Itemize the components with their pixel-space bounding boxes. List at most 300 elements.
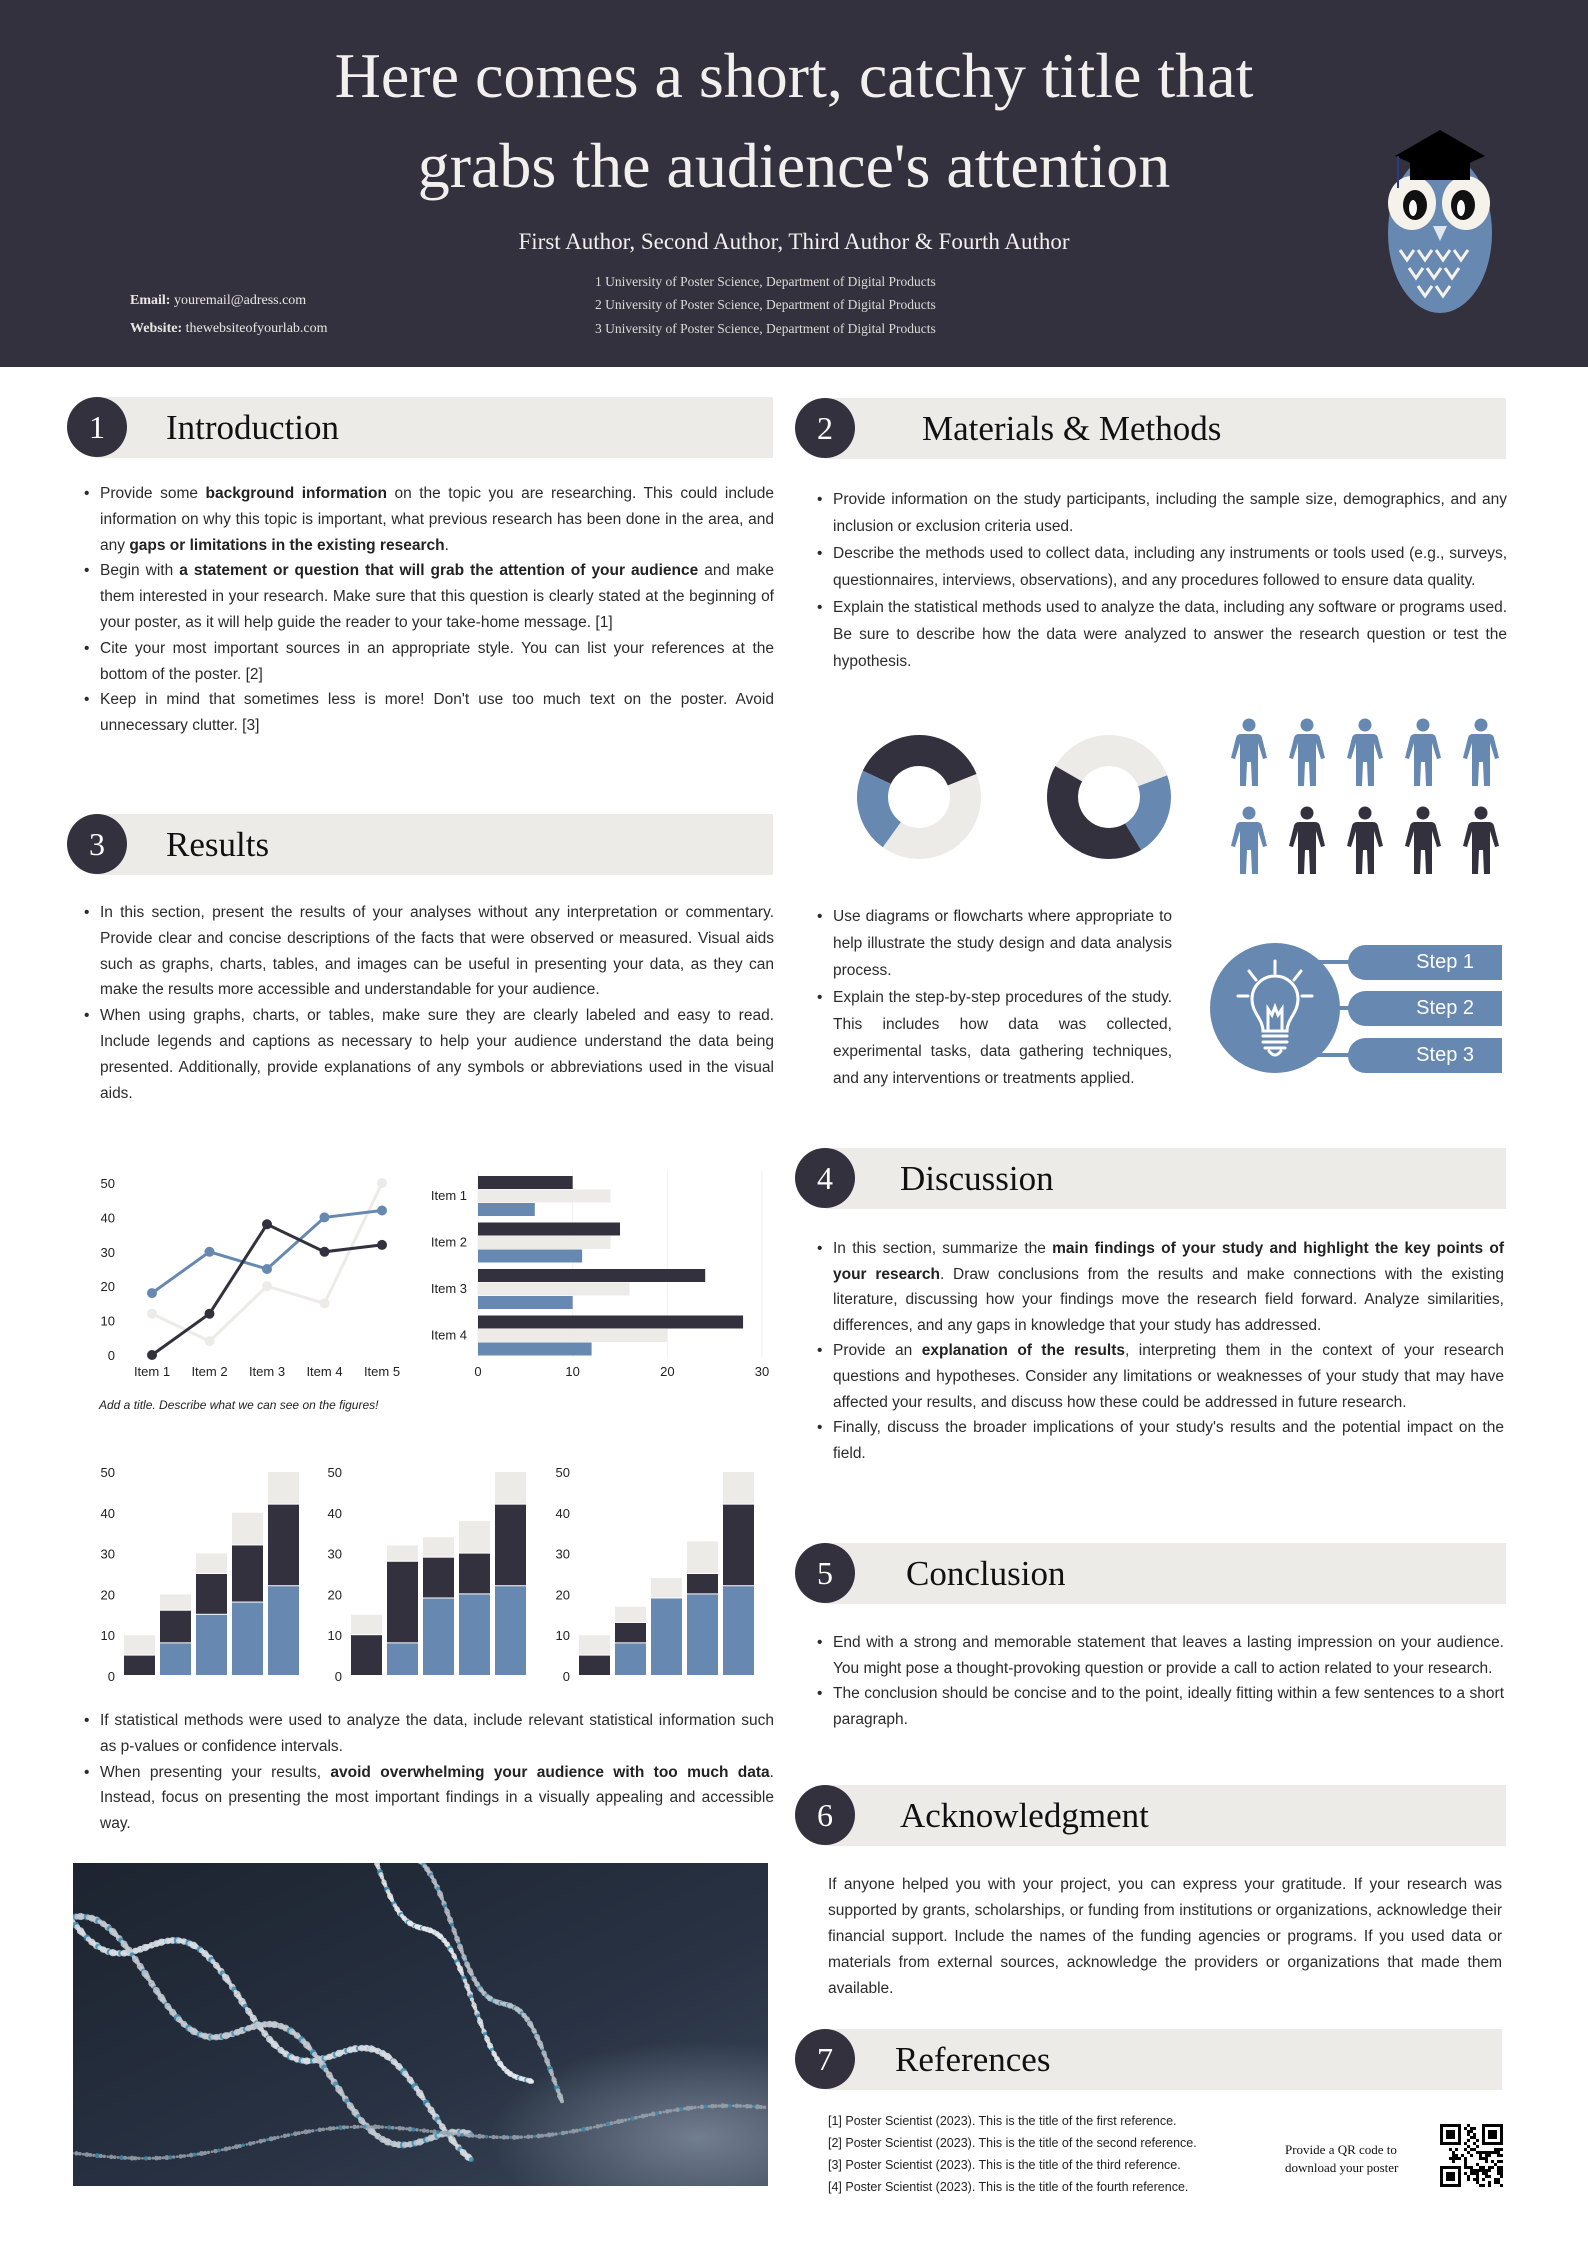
helix-bead bbox=[526, 2135, 530, 2139]
qr-module bbox=[1500, 2175, 1503, 2178]
section-number-badge: 2 bbox=[795, 398, 855, 458]
x-tick-label: 20 bbox=[660, 1364, 675, 1379]
methods-text bbox=[815, 486, 1507, 675]
email-label: Email: bbox=[130, 293, 171, 308]
helix-bead bbox=[426, 2129, 430, 2133]
helix-bead bbox=[489, 2136, 492, 2139]
qr-module bbox=[1482, 2172, 1485, 2175]
y-tick-label: 10 bbox=[327, 1628, 342, 1644]
helix-bead bbox=[315, 2129, 318, 2132]
helix-bead bbox=[290, 2133, 293, 2136]
helix-bead bbox=[245, 2143, 248, 2146]
helix-bead bbox=[464, 2134, 467, 2137]
section-title-acknowledgment: Acknowledgment bbox=[900, 1796, 1149, 1835]
helix-bead bbox=[148, 2156, 152, 2160]
section-number-badge: 7 bbox=[795, 2029, 855, 2089]
helix-bead bbox=[491, 2135, 495, 2139]
qr-module bbox=[1464, 2160, 1467, 2163]
text-segment: Use diagrams or flowcharts where appropriate to help illustrate the study design and data analysis process. bbox=[833, 908, 1172, 979]
text-segment: Keep in mind that sometimes less is more! Don't use too much text on the poster. Avoid unnecessary clutter. [3] bbox=[100, 691, 774, 735]
qr-finder bbox=[1446, 2130, 1455, 2139]
stacked-bar-segment bbox=[459, 1521, 490, 1553]
poster-header bbox=[0, 0, 1588, 367]
qr-module bbox=[1476, 2145, 1479, 2148]
y-tick-label: 30 bbox=[100, 1244, 115, 1260]
qr-module bbox=[1467, 2145, 1470, 2148]
section-number-badge: 5 bbox=[795, 1543, 855, 1603]
helix-bead bbox=[342, 2125, 346, 2129]
qr-module bbox=[1476, 2139, 1479, 2142]
stacked-bar-segment bbox=[160, 1611, 191, 1643]
stacked-bar-segment bbox=[651, 1598, 682, 1675]
stacked-bar-segment bbox=[160, 1643, 191, 1675]
section-title-methods: Materials & Methods bbox=[922, 409, 1222, 448]
helix-bead bbox=[673, 2109, 676, 2112]
owl-mascot-icon bbox=[1360, 108, 1530, 313]
person-icon bbox=[1462, 806, 1500, 876]
poster-title-line2: grabs the audience's attention bbox=[417, 130, 1171, 201]
results-text-2 bbox=[82, 1708, 774, 1837]
helix-bead bbox=[415, 2128, 418, 2131]
helix-bead bbox=[679, 2107, 683, 2111]
bar bbox=[478, 1316, 743, 1329]
bold-text: a statement or question that will grab the attention of your audience bbox=[179, 562, 699, 580]
qr-module bbox=[1482, 2169, 1485, 2172]
bar bbox=[478, 1203, 535, 1216]
figure-caption: Add a title. Describe what we can see on the figures! bbox=[99, 1398, 379, 1412]
helix-bead bbox=[456, 2132, 460, 2136]
qr-module bbox=[1467, 2166, 1470, 2169]
qr-code-icon[interactable] bbox=[1440, 2124, 1503, 2187]
helix-bead bbox=[593, 2126, 596, 2129]
dna-helix-image bbox=[73, 1863, 768, 2186]
helix-bead bbox=[78, 2152, 82, 2156]
helix-bead bbox=[530, 2135, 534, 2139]
text-segment: Cite your most important sources in an appropriate style. You can list your references at the bottom of the poster. [2] bbox=[100, 639, 774, 683]
qr-module bbox=[1464, 2142, 1467, 2145]
stacked-bar-segment bbox=[495, 1505, 526, 1586]
helix-bead bbox=[495, 2135, 499, 2139]
helix-bead bbox=[238, 2144, 242, 2148]
website-link[interactable]: thewebsiteofyourlab.com bbox=[185, 321, 328, 336]
qr-module bbox=[1491, 2160, 1494, 2163]
text-segment: Finally, discuss the broader implications of your study's results and the potential impact on the field. bbox=[833, 1419, 1504, 1462]
helix-bead bbox=[714, 2104, 718, 2108]
affiliation: 3 University of Poster Science, Department of Digital Products bbox=[595, 321, 936, 336]
section-number-badge: 4 bbox=[795, 1148, 855, 1208]
helix-bead bbox=[554, 2132, 557, 2135]
qr-module bbox=[1479, 2184, 1482, 2187]
helix-bead bbox=[603, 2123, 606, 2126]
qr-finder bbox=[1446, 2172, 1455, 2181]
qr-module bbox=[1491, 2166, 1494, 2169]
helix-bead bbox=[697, 2106, 700, 2109]
person-icon bbox=[1346, 806, 1384, 876]
helix-bead bbox=[144, 2156, 148, 2160]
helix-bead bbox=[575, 2129, 579, 2133]
participants-pictogram bbox=[1230, 718, 1505, 878]
qr-module bbox=[1494, 2178, 1497, 2181]
x-tick-label: Item 2 bbox=[191, 1364, 228, 1379]
bullet-item bbox=[815, 1415, 1504, 1466]
helix-bead bbox=[429, 2130, 432, 2133]
stacked-bar-segment bbox=[423, 1537, 454, 1556]
helix-bead bbox=[446, 2131, 450, 2135]
helix-bead bbox=[669, 2109, 673, 2113]
helix-bead bbox=[99, 2154, 103, 2158]
discussion-text bbox=[815, 1236, 1504, 1466]
helix-bead bbox=[280, 2135, 283, 2138]
stacked-bar-segment bbox=[723, 1472, 754, 1504]
website-label: Website: bbox=[130, 321, 183, 336]
qr-module bbox=[1470, 2127, 1473, 2130]
helix-bead bbox=[469, 2157, 474, 2162]
helix-bead bbox=[113, 2155, 117, 2159]
qr-module bbox=[1482, 2151, 1485, 2154]
donut-slice bbox=[883, 774, 981, 859]
results-text bbox=[82, 900, 774, 1106]
qr-module bbox=[1485, 2154, 1488, 2157]
qr-module bbox=[1494, 2148, 1497, 2151]
helix-bead bbox=[558, 2132, 561, 2135]
bar bbox=[478, 1250, 582, 1263]
x-tick-label: Item 1 bbox=[133, 1364, 171, 1379]
helix-bead bbox=[123, 2156, 127, 2160]
qr-module bbox=[1491, 2151, 1494, 2154]
y-tick-label: 50 bbox=[100, 1176, 115, 1191]
step-1-box: Step 1 bbox=[1348, 945, 1502, 980]
qr-module bbox=[1473, 2148, 1476, 2151]
qr-module bbox=[1464, 2172, 1467, 2175]
qr-module bbox=[1482, 2166, 1485, 2169]
bar bbox=[478, 1269, 705, 1282]
helix-bead bbox=[485, 2135, 488, 2138]
helix-bead bbox=[207, 2151, 210, 2154]
helix-bead bbox=[505, 2135, 509, 2139]
stacked-bar-segment bbox=[687, 1574, 718, 1593]
qr-module bbox=[1467, 2175, 1470, 2178]
helix-bead bbox=[436, 2130, 440, 2134]
qr-module bbox=[1467, 2178, 1470, 2181]
qr-module bbox=[1473, 2127, 1476, 2130]
helix-bead bbox=[221, 2148, 224, 2151]
bullet-item bbox=[815, 540, 1507, 594]
text-segment: In this section, present the results of your analyses without any interpretation or commentary. Provide clear and concise descriptions of the facts that were observed or measured. Visual aids such as graphs, charts, tables, and images can be useful in presenting your data, as they can make the results more accessible and understandable for your audience. bbox=[100, 904, 774, 999]
donut-slice bbox=[863, 735, 977, 785]
stacked-bar-segment bbox=[579, 1635, 610, 1654]
section-title-references: References bbox=[895, 2040, 1051, 2079]
helix-bead bbox=[366, 2125, 370, 2129]
stacked-bar-segment bbox=[723, 1505, 754, 1586]
qr-module bbox=[1455, 2154, 1458, 2157]
qr-module bbox=[1476, 2172, 1479, 2175]
helix-bead bbox=[630, 2116, 634, 2120]
qr-module bbox=[1479, 2169, 1482, 2172]
helix-bead bbox=[550, 2132, 554, 2136]
qr-module bbox=[1476, 2169, 1479, 2172]
helix-bead bbox=[211, 2150, 214, 2153]
data-point bbox=[377, 1206, 387, 1216]
text-segment: In this section, summarize the bbox=[833, 1240, 1053, 1257]
helix-bead bbox=[311, 2129, 314, 2132]
qr-module bbox=[1497, 2154, 1500, 2157]
helix-bead bbox=[419, 2129, 422, 2132]
helix-bead bbox=[734, 2104, 738, 2108]
qr-module bbox=[1488, 2169, 1491, 2172]
qr-module bbox=[1494, 2151, 1497, 2154]
text-segment: Explain the step-by-step procedures of the study. This includes how data was collected, experimental tasks, data gathering techniques, and any interventions or treatments applied. bbox=[833, 989, 1172, 1087]
qr-module bbox=[1470, 2172, 1473, 2175]
helix-bead bbox=[520, 2135, 523, 2138]
qr-module bbox=[1497, 2148, 1500, 2151]
donut-slice bbox=[1055, 735, 1167, 786]
helix-bead bbox=[662, 2111, 665, 2114]
text-segment: on the topic you are researching. This could include information on why this topic is important, what previous research has been done in the area, and any bbox=[100, 485, 775, 554]
helix-bead bbox=[655, 2111, 659, 2115]
helix-bead bbox=[117, 2156, 120, 2159]
helix-bead bbox=[158, 2156, 162, 2160]
bullet-item bbox=[82, 481, 774, 558]
qr-module bbox=[1488, 2166, 1491, 2169]
person-icon bbox=[1288, 806, 1326, 876]
bullet-item bbox=[815, 1338, 1504, 1415]
data-point bbox=[205, 1247, 215, 1257]
stacked-bar-segment bbox=[232, 1603, 263, 1675]
y-tick-label: 20 bbox=[100, 1587, 115, 1603]
helix-bead bbox=[360, 2125, 363, 2128]
helix-bead bbox=[387, 2125, 391, 2129]
qr-module bbox=[1470, 2148, 1473, 2151]
qr-module bbox=[1464, 2127, 1467, 2130]
qr-module bbox=[1497, 2181, 1500, 2184]
y-category-label: Item 2 bbox=[430, 1234, 467, 1250]
bullet-item bbox=[815, 1236, 1504, 1338]
helix-bead bbox=[186, 2154, 189, 2157]
helix-bead bbox=[624, 2118, 627, 2121]
helix-bead bbox=[530, 2080, 534, 2084]
image-glow bbox=[73, 1863, 768, 2186]
stacked-bar-segment bbox=[268, 1472, 299, 1504]
qr-module bbox=[1485, 2169, 1488, 2172]
line-series bbox=[152, 1224, 382, 1355]
stacked-bar-segment bbox=[351, 1635, 382, 1675]
email-line bbox=[130, 293, 306, 309]
qr-module bbox=[1497, 2166, 1500, 2169]
person-icon bbox=[1230, 806, 1268, 876]
bullet-item bbox=[82, 687, 774, 739]
bar bbox=[478, 1190, 611, 1203]
text-segment: Provide some bbox=[100, 485, 206, 502]
helix-bead bbox=[213, 2149, 217, 2153]
text-segment: Provide an bbox=[833, 1342, 922, 1360]
x-tick-label: 10 bbox=[565, 1364, 580, 1379]
qr-module bbox=[1485, 2151, 1488, 2154]
email-link[interactable]: youremail@adress.com bbox=[173, 293, 307, 308]
text-segment: The conclusion should be concise and to the point, ideally fitting within a few sentences to a short paragraph. bbox=[833, 1685, 1504, 1728]
donut-slice bbox=[1047, 766, 1141, 859]
qr-module bbox=[1500, 2169, 1503, 2172]
y-tick-label: 30 bbox=[327, 1546, 342, 1562]
stacked-bar-segment bbox=[351, 1615, 382, 1634]
qr-module bbox=[1497, 2151, 1500, 2154]
helix-bead bbox=[178, 2154, 182, 2158]
helix-bead bbox=[460, 2133, 464, 2137]
helix-bead bbox=[321, 2128, 325, 2132]
bullet-list bbox=[815, 486, 1507, 675]
stacked-bar-segment bbox=[495, 1586, 526, 1675]
qr-module bbox=[1500, 2166, 1503, 2169]
bar bbox=[478, 1329, 667, 1342]
bullet-item bbox=[82, 1003, 774, 1106]
bar bbox=[478, 1343, 592, 1356]
qr-caption-line: Provide a QR code to bbox=[1285, 2142, 1397, 2157]
qr-module bbox=[1473, 2133, 1476, 2136]
helix-bead bbox=[589, 2126, 592, 2129]
stacked-bar-segment bbox=[615, 1607, 646, 1622]
helix-bead bbox=[540, 2134, 544, 2138]
text-segment: . Instead, focus on presenting the most important findings in a visually appealing and accessible way. bbox=[100, 1763, 774, 1833]
qr-module bbox=[1488, 2151, 1491, 2154]
line-series bbox=[152, 1183, 382, 1341]
qr-module bbox=[1479, 2151, 1482, 2154]
qr-module bbox=[1473, 2136, 1476, 2139]
qr-module bbox=[1476, 2163, 1479, 2166]
stacked-bar-segment bbox=[196, 1615, 227, 1675]
y-tick-label: 30 bbox=[100, 1546, 115, 1562]
helix-bead bbox=[137, 2157, 140, 2160]
reference-item: [3] Poster Scientist (2023). This is the title of the third reference. bbox=[828, 2158, 1181, 2172]
x-tick-label: Item 3 bbox=[248, 1364, 286, 1379]
qr-module bbox=[1500, 2184, 1503, 2187]
qr-module bbox=[1470, 2169, 1473, 2172]
qr-module bbox=[1476, 2175, 1479, 2178]
helix-bead bbox=[227, 2146, 231, 2150]
helix-bead bbox=[168, 2155, 172, 2159]
helix-bead bbox=[325, 2127, 328, 2130]
conclusion-text bbox=[815, 1630, 1504, 1732]
bold-text: explanation of the results bbox=[921, 1342, 1125, 1360]
helix-bead bbox=[742, 2105, 745, 2108]
qr-module bbox=[1488, 2184, 1491, 2187]
authors: First Author, Second Author, Third Author & Fourth Author bbox=[518, 229, 1070, 254]
section-number-badge: 3 bbox=[67, 814, 127, 874]
bold-text: main findings of your study and highlight the key points of your research bbox=[833, 1240, 1504, 1283]
stacked-bar-segment bbox=[579, 1656, 610, 1675]
helix-bead bbox=[384, 2126, 387, 2129]
helix-bead bbox=[272, 2136, 276, 2140]
x-tick-label: Item 5 bbox=[363, 1364, 401, 1379]
data-point bbox=[147, 1288, 157, 1298]
qr-module bbox=[1467, 2151, 1470, 2154]
helix-bead bbox=[565, 2131, 569, 2135]
bullet-list bbox=[82, 900, 774, 1106]
helix-bead bbox=[638, 2115, 641, 2118]
qr-module bbox=[1494, 2181, 1497, 2184]
y-tick-label: 40 bbox=[100, 1210, 115, 1226]
bullet-item bbox=[815, 903, 1172, 984]
qr-module bbox=[1497, 2172, 1500, 2175]
text-segment: If statistical methods were used to analyze the data, include relevant statistical information such as p-values or confidence intervals. bbox=[100, 1712, 774, 1755]
helix-bead bbox=[724, 2104, 728, 2108]
y-tick-label: 40 bbox=[100, 1505, 115, 1521]
stacked-bar-segment bbox=[615, 1623, 646, 1642]
helix-bead bbox=[628, 2118, 631, 2121]
bullet-item bbox=[815, 1630, 1504, 1681]
helix-bead bbox=[401, 2127, 405, 2131]
bullet-item bbox=[82, 636, 774, 688]
data-point bbox=[147, 1309, 157, 1319]
person-icon bbox=[1230, 718, 1268, 788]
qr-module bbox=[1452, 2160, 1455, 2163]
text-segment: . bbox=[444, 536, 449, 554]
y-tick-label: 0 bbox=[107, 1348, 115, 1363]
helix-bead bbox=[516, 2135, 520, 2139]
qr-module bbox=[1473, 2172, 1476, 2175]
text-segment: Provide information on the study participants, including the sample size, demographics, and any inclusion or exclusion criteria used. bbox=[833, 491, 1507, 535]
person-icon bbox=[1346, 718, 1384, 788]
donut-slice bbox=[1125, 775, 1171, 850]
qr-module bbox=[1467, 2139, 1470, 2142]
section-title-results: Results bbox=[166, 825, 270, 864]
section-title-discussion: Discussion bbox=[900, 1159, 1054, 1198]
helix-bead bbox=[252, 2141, 256, 2145]
helix-bead bbox=[88, 2153, 92, 2157]
helix-bead bbox=[560, 2099, 564, 2103]
qr-module bbox=[1482, 2184, 1485, 2187]
qr-module bbox=[1455, 2157, 1458, 2160]
helix-bead bbox=[356, 2125, 360, 2129]
helix-bead bbox=[176, 2155, 179, 2158]
x-tick-label: 30 bbox=[754, 1364, 770, 1379]
bullet-item bbox=[815, 486, 1507, 540]
qr-module bbox=[1461, 2154, 1464, 2157]
helix-bead bbox=[248, 2141, 252, 2145]
text-segment: and make them interested in your research. Make sure that this question is clearly stated at the beginning of your poster, as it will help guide the reader to your take-home message. [1] bbox=[100, 562, 775, 631]
affiliation: 2 University of Poster Science, Department of Digital Products bbox=[595, 297, 936, 312]
y-category-label: Item 4 bbox=[430, 1327, 467, 1343]
helix-bead bbox=[242, 2143, 245, 2146]
stacked-bar-segment bbox=[124, 1635, 155, 1654]
y-tick-label: 0 bbox=[562, 1669, 570, 1684]
bar bbox=[478, 1236, 611, 1249]
qr-module bbox=[1488, 2175, 1491, 2178]
qr-module bbox=[1482, 2157, 1485, 2160]
helix-bead bbox=[749, 2104, 753, 2108]
x-tick-label: Item 4 bbox=[306, 1364, 343, 1379]
qr-module bbox=[1467, 2124, 1470, 2127]
qr-module bbox=[1464, 2148, 1467, 2151]
bullet-item bbox=[815, 984, 1172, 1092]
qr-module bbox=[1470, 2130, 1473, 2133]
qr-module bbox=[1470, 2136, 1473, 2139]
helix-bead bbox=[141, 2157, 144, 2160]
qr-module bbox=[1497, 2160, 1500, 2163]
helix-bead bbox=[471, 2134, 475, 2138]
qr-module bbox=[1473, 2142, 1476, 2145]
helix-bead bbox=[283, 2134, 287, 2138]
helix-bead bbox=[665, 2109, 669, 2113]
data-point bbox=[205, 1309, 215, 1319]
y-tick-label: 10 bbox=[100, 1313, 115, 1329]
stacked-bar-segment bbox=[459, 1554, 490, 1594]
stacked-bar-segment bbox=[423, 1558, 454, 1598]
qr-module bbox=[1473, 2169, 1476, 2172]
bullet-item bbox=[82, 900, 774, 1003]
helix-bead bbox=[411, 2127, 415, 2131]
helix-bead bbox=[133, 2156, 137, 2160]
y-tick-label: 20 bbox=[327, 1587, 342, 1603]
stacked-bar-segment bbox=[387, 1562, 418, 1643]
